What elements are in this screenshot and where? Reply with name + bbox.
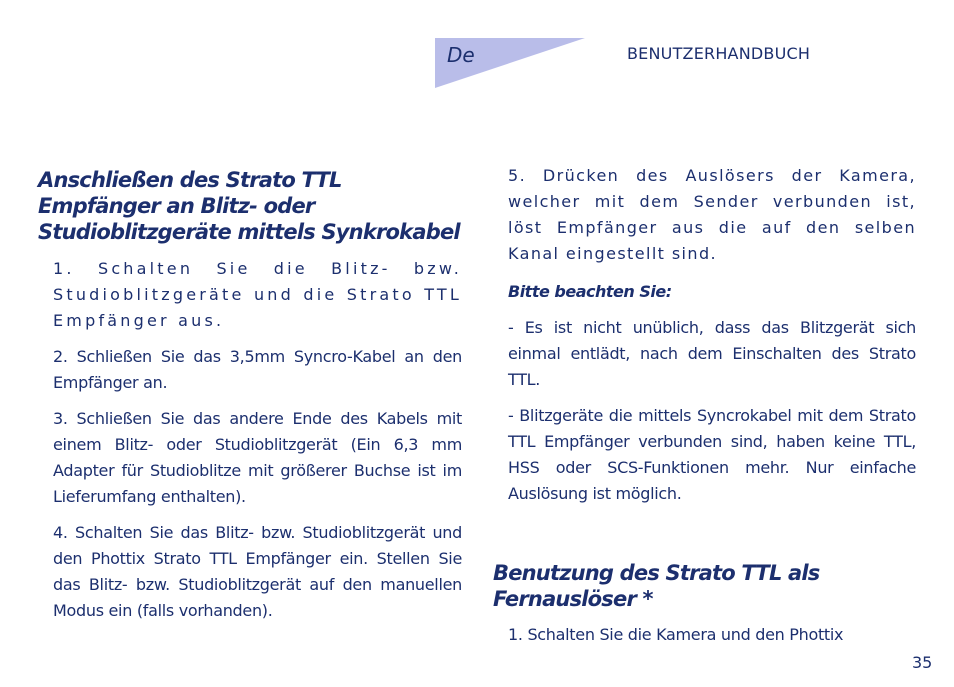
note-label: Bitte beachten Sie: — [508, 282, 672, 301]
page-number: 35 — [912, 653, 933, 672]
remote-step-1-paragraph: 1. Schalten Sie die Kamera und den Phottix — [508, 625, 844, 644]
language-tab — [435, 38, 585, 88]
note-2-paragraph: - Blitzgeräte die mittels Syncrokabel mit dem Strato TTL Empfänger verbunden sind, haben keine TTL, HSS oder SCS-Funktionen mehr. Nur einfache Auslösung ist möglich. — [508, 406, 916, 503]
language-label: De — [447, 43, 475, 67]
step-2-paragraph: 2. Schließen Sie das 3,5mm Syncro-Kabel an den Empfänger an. — [53, 347, 462, 392]
step-3-paragraph: 3. Schließen Sie das andere Ende des Kabels mit einem Blitz- oder Studioblitzgerät (Ein 6,3 mm Adapter für Studioblitze mit größerer Buchse ist im Lieferumfang enthalten). — [53, 409, 462, 506]
section-heading-remote: Benutzung des Strato TTL als Fernauslöser * — [493, 561, 820, 611]
step-5-paragraph: 5. Drücken des Auslösers der Kamera, welcher mit dem Sender verbunden ist, löst Empfänger aus die auf den selben Kanal eingestellt sind. — [508, 166, 916, 263]
note-1-paragraph: - Es ist nicht unüblich, dass das Blitzgerät sich einmal entlädt, nach dem Einschalten des Strato TTL. — [508, 318, 916, 389]
step-4-paragraph: 4. Schalten Sie das Blitz- bzw. Studioblitzgerät und den Phottix Strato TTL Empfänger ein. Stellen Sie das Blitz- bzw. Studioblitzgerät auf den manuellen Modus ein (falls vorhanden). — [53, 523, 462, 620]
manual-title: BENUTZERHANDBUCH — [627, 44, 811, 63]
step-1-paragraph: 1. Schalten Sie die Blitz- bzw. Studioblitzgeräte und die Strato TTL Empfänger aus. — [53, 259, 462, 330]
section-heading-connect: Anschließen des Strato TTL Empfänger an Blitz- oder Studioblitzgeräte mittels Synkrokabel — [38, 168, 460, 244]
